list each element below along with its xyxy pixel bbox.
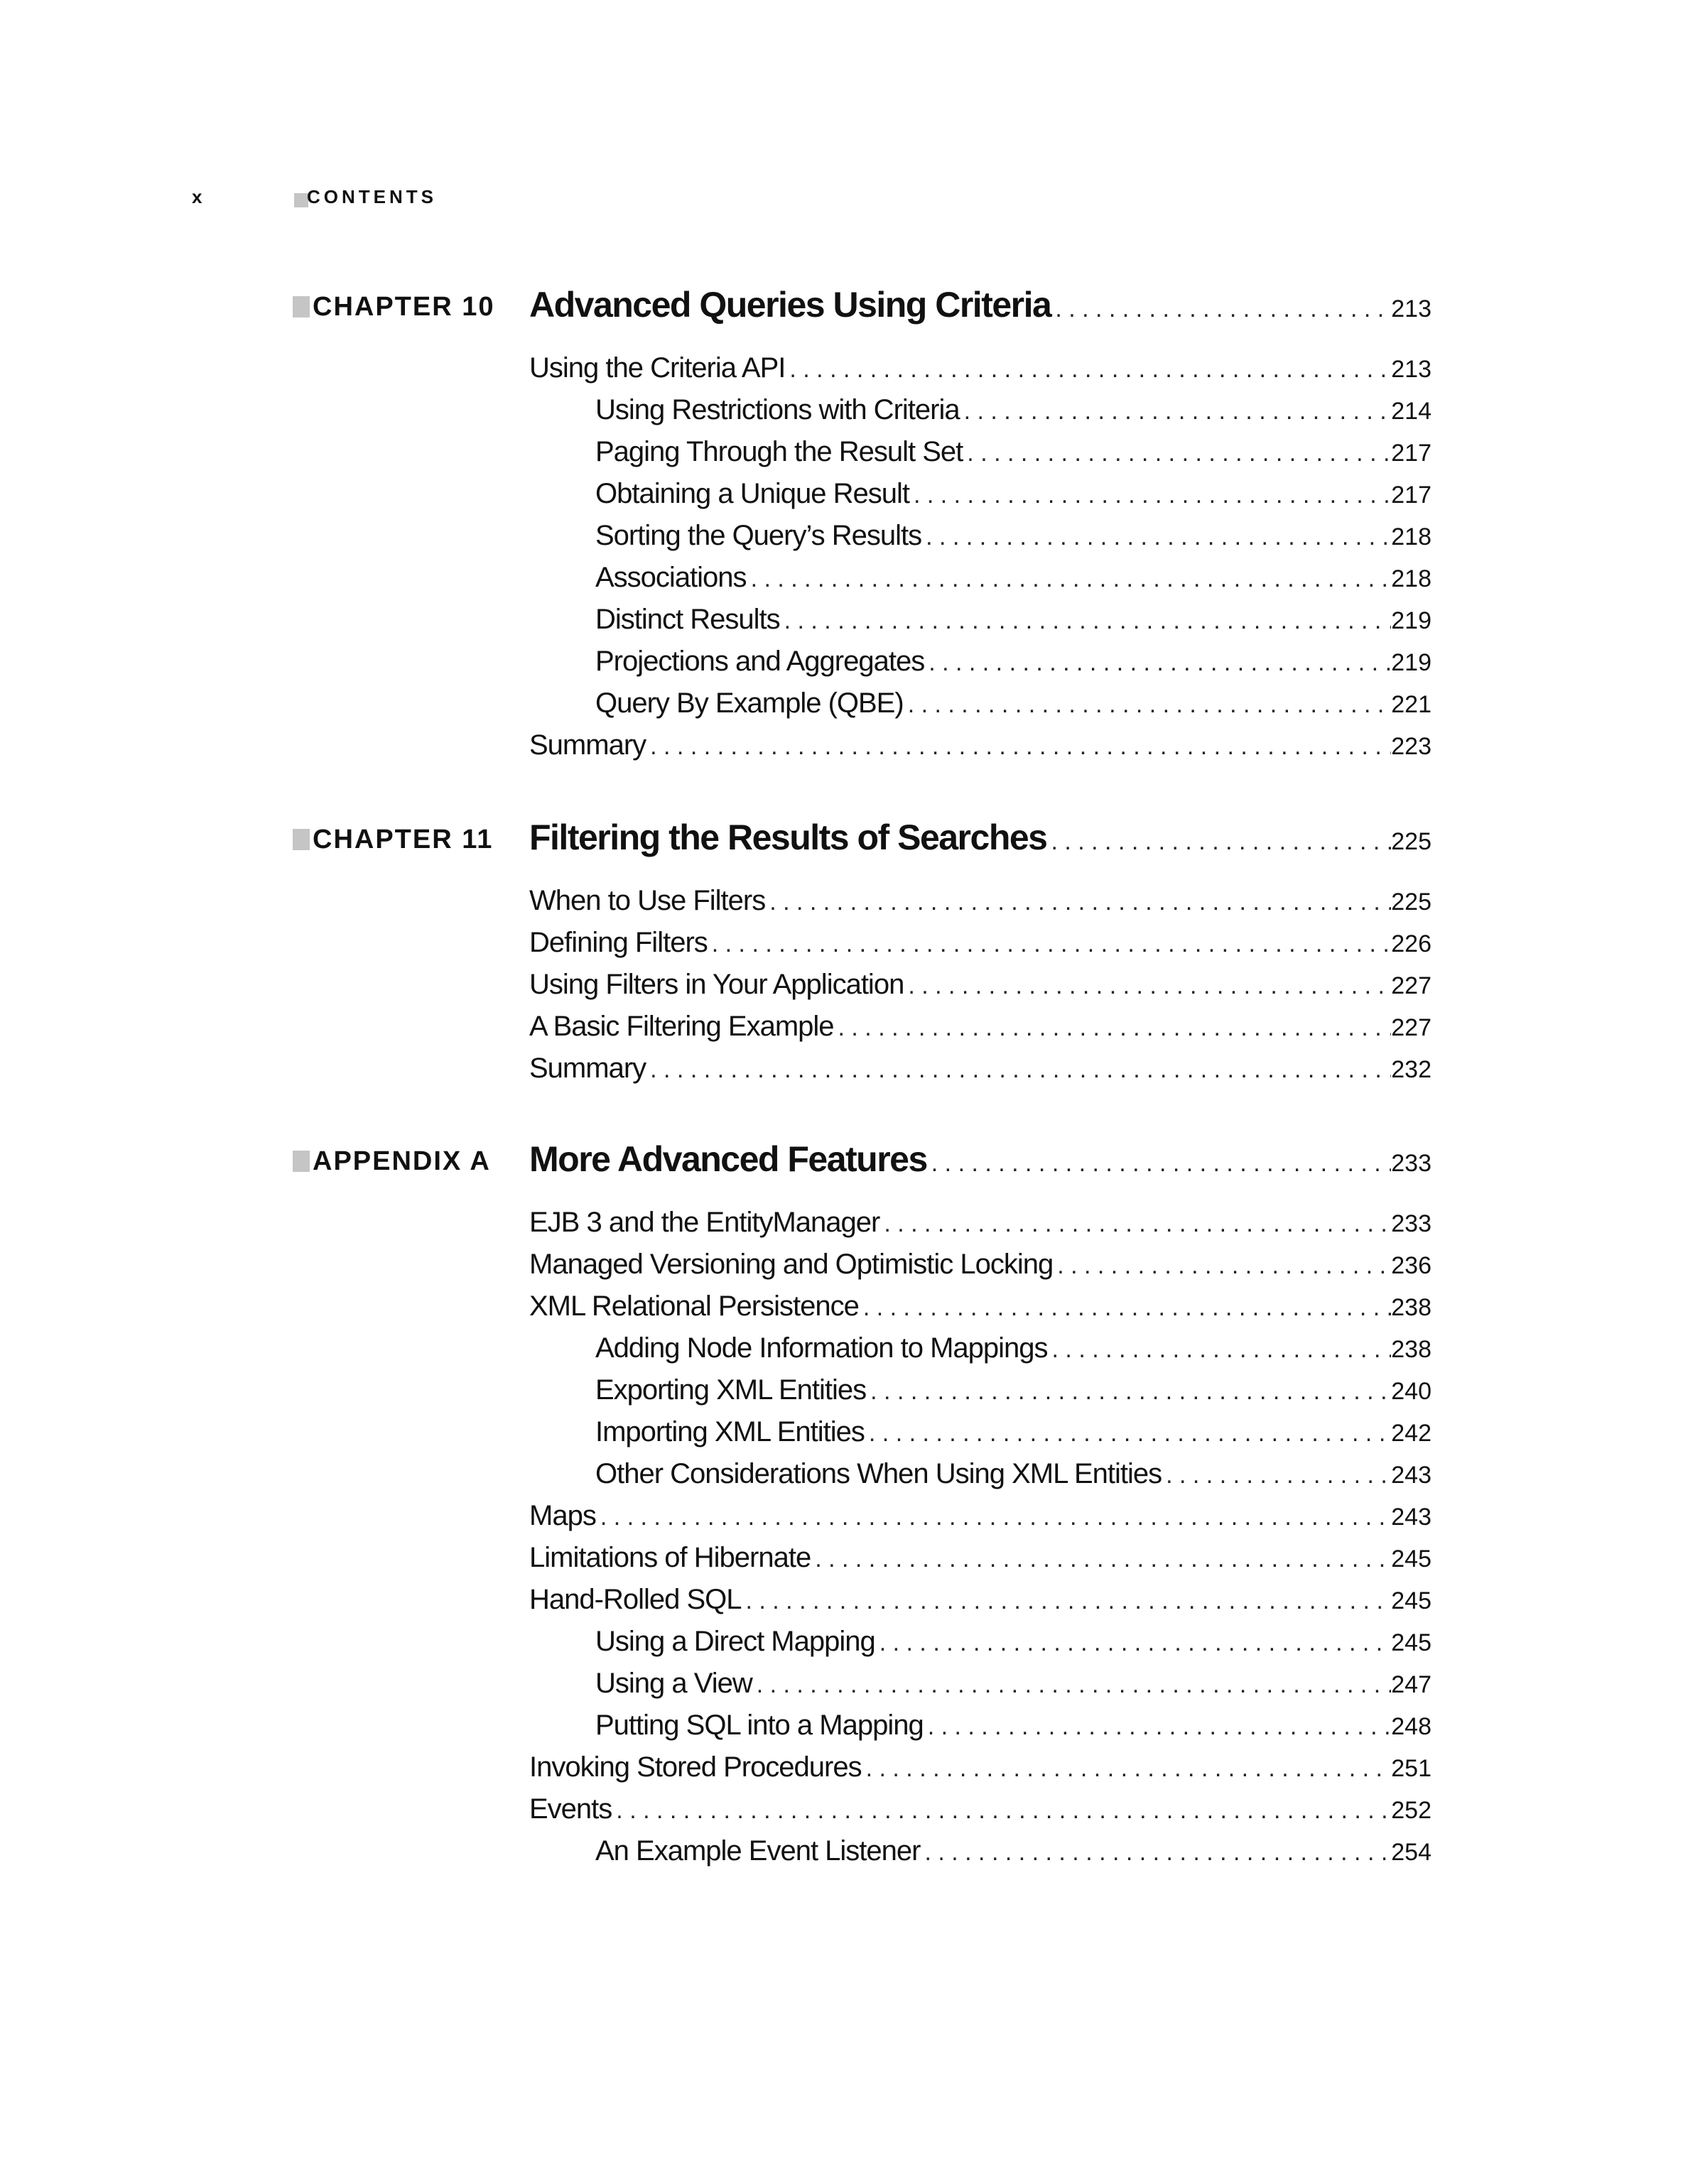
dot-leader (875, 1629, 1392, 1657)
toc-entry[interactable] (529, 729, 1431, 769)
toc-entry[interactable] (529, 1793, 1431, 1833)
entry-title: Importing XML Entities (595, 1416, 865, 1447)
toc-subentry[interactable] (595, 478, 1431, 518)
entry-page-number: 238 (1391, 1294, 1431, 1321)
entry-page-number: 218 (1391, 565, 1431, 592)
chapter-page-number: 213 (1391, 295, 1431, 322)
chapter-title: Filtering the Results of Searches (529, 817, 1047, 857)
dot-leader (1046, 828, 1391, 856)
dot-leader (646, 733, 1391, 761)
dot-leader (742, 1587, 1392, 1615)
entry-page-number: 227 (1391, 972, 1431, 999)
dot-leader (752, 1671, 1392, 1699)
chapter-title-entry[interactable] (529, 817, 1431, 862)
dot-leader (921, 523, 1391, 551)
section-marker (294, 193, 308, 207)
dot-leader (904, 691, 1392, 719)
entry-page-number: 218 (1391, 523, 1431, 550)
toc-subentry[interactable] (595, 1458, 1431, 1498)
entry-page-number: 245 (1391, 1545, 1431, 1572)
toc-subentry[interactable] (595, 604, 1431, 643)
chapter-page-number: 233 (1391, 1150, 1431, 1177)
chapter-title: Advanced Queries Using Criteria (529, 285, 1051, 325)
toc-entry[interactable] (529, 1500, 1431, 1540)
dot-leader (924, 1713, 1392, 1741)
toc-subentry[interactable] (595, 1332, 1431, 1372)
dot-leader (963, 440, 1391, 467)
dot-leader (960, 398, 1392, 425)
chapter-label (293, 817, 493, 862)
dot-leader (1051, 295, 1391, 323)
entry-page-number: 233 (1391, 1210, 1431, 1237)
entry-title: Invoking Stored Procedures (529, 1751, 862, 1783)
entry-title: When to Use Filters (529, 885, 766, 916)
toc-subentry[interactable] (595, 1710, 1431, 1749)
entry-page-number: 221 (1391, 691, 1431, 718)
entry-title: Projections and Aggregates (595, 646, 925, 677)
toc-subentry[interactable] (595, 1668, 1431, 1707)
dot-leader (862, 1755, 1392, 1783)
entry-title: Putting SQL into a Mapping (595, 1710, 924, 1741)
dot-leader (708, 930, 1392, 958)
entry-page-number: 245 (1391, 1629, 1431, 1656)
toc-subentry[interactable] (595, 520, 1431, 560)
dot-leader (785, 356, 1391, 384)
entry-title: Using Restrictions with Criteria (595, 394, 960, 425)
toc-subentry[interactable] (595, 1835, 1431, 1875)
chapter-number: CHAPTER 11 (313, 824, 494, 854)
dot-leader (765, 889, 1391, 916)
entry-title: Query By Example (QBE) (595, 688, 904, 719)
entry-title: Distinct Results (595, 604, 780, 635)
entry-page-number: 242 (1391, 1420, 1431, 1447)
toc-subentry[interactable] (595, 688, 1431, 727)
dot-leader (1048, 1336, 1392, 1364)
toc-entry[interactable] (529, 1751, 1431, 1791)
chapter-number: APPENDIX A (313, 1146, 491, 1176)
toc-subentry[interactable] (595, 1374, 1431, 1414)
toc-entry[interactable] (529, 1542, 1431, 1582)
dot-leader (927, 1150, 1391, 1178)
entry-title: Adding Node Information to Mappings (595, 1332, 1048, 1364)
entry-title: Defining Filters (529, 927, 708, 958)
toc-entry[interactable] (529, 1584, 1431, 1624)
entry-page-number: 251 (1391, 1755, 1431, 1782)
entry-page-number: 243 (1391, 1504, 1431, 1531)
entry-page-number: 225 (1391, 889, 1431, 916)
entry-page-number: 254 (1391, 1839, 1431, 1866)
dot-leader (612, 1797, 1391, 1825)
entry-page-number: 213 (1391, 356, 1431, 383)
entry-page-number: 223 (1391, 733, 1431, 760)
entry-page-number: 240 (1391, 1378, 1431, 1405)
toc-subentry[interactable] (595, 646, 1431, 685)
entry-title: Using the Criteria API (529, 352, 786, 384)
toc-entry[interactable] (529, 1207, 1431, 1246)
chapter-title-entry[interactable] (529, 284, 1431, 330)
entry-title: Obtaining a Unique Result (595, 478, 909, 509)
dot-leader (780, 607, 1392, 635)
dot-leader (866, 1378, 1391, 1406)
entry-page-number: 247 (1391, 1671, 1431, 1698)
toc-subentry[interactable] (595, 436, 1431, 476)
toc-entry[interactable] (529, 1291, 1431, 1330)
dot-leader (904, 972, 1391, 1000)
dot-leader (811, 1545, 1391, 1573)
toc-entry[interactable] (529, 885, 1431, 925)
toc-subentry[interactable] (595, 1626, 1431, 1666)
entry-page-number: 219 (1391, 649, 1431, 676)
dot-leader (879, 1210, 1391, 1238)
entry-page-number: 214 (1391, 398, 1431, 425)
entry-page-number: 232 (1391, 1056, 1431, 1083)
entry-title: Summary (529, 729, 646, 761)
entry-page-number: 243 (1391, 1462, 1431, 1489)
entry-title: Using a View (595, 1668, 752, 1699)
entry-title: Associations (595, 562, 747, 593)
entry-page-number: 245 (1391, 1587, 1431, 1614)
entry-title: Summary (529, 1053, 646, 1084)
dot-leader (865, 1420, 1391, 1447)
dot-leader (1053, 1252, 1391, 1280)
entry-title: Hand-Rolled SQL (529, 1584, 742, 1615)
dot-leader (747, 565, 1392, 593)
chapter-label (293, 284, 495, 330)
toc-entry[interactable] (529, 969, 1431, 1009)
entry-page-number: 217 (1391, 440, 1431, 467)
dot-leader (1162, 1462, 1391, 1489)
entry-title: Paging Through the Result Set (595, 436, 963, 467)
toc-subentry[interactable] (595, 562, 1431, 602)
toc-entry[interactable] (529, 1249, 1431, 1288)
entry-title: A Basic Filtering Example (529, 1011, 834, 1042)
entry-title: Managed Versioning and Optimistic Locking (529, 1249, 1054, 1280)
entry-title: Using a Direct Mapping (595, 1626, 875, 1657)
chapter-page-number: 225 (1391, 828, 1431, 855)
entry-title: Sorting the Query’s Results (595, 520, 922, 551)
dot-leader (646, 1056, 1391, 1084)
chapter-marker (293, 829, 310, 850)
entry-title: EJB 3 and the EntityManager (529, 1207, 880, 1238)
toc-entry[interactable] (529, 352, 1431, 392)
entry-page-number: 227 (1391, 1014, 1431, 1041)
chapter-number: CHAPTER 10 (313, 291, 495, 322)
toc-subentry[interactable] (595, 394, 1431, 434)
entry-title: Limitations of Hibernate (529, 1542, 811, 1573)
entry-title: Maps (529, 1500, 596, 1531)
entry-page-number: 238 (1391, 1336, 1431, 1363)
toc-entry[interactable] (529, 1053, 1431, 1092)
entry-title: Using Filters in Your Application (529, 969, 904, 1000)
running-head-label: CONTENTS (307, 186, 437, 207)
chapter-label (293, 1139, 491, 1184)
running-head (192, 186, 547, 214)
entry-page-number: 226 (1391, 930, 1431, 957)
chapter-marker (293, 1151, 310, 1172)
page-number: x (192, 186, 202, 207)
entry-title: Other Considerations When Using XML Entities (595, 1458, 1162, 1489)
chapter-title: More Advanced Features (529, 1139, 927, 1179)
dot-leader (834, 1014, 1392, 1042)
dot-leader (859, 1294, 1391, 1322)
entry-title: Exporting XML Entities (595, 1374, 867, 1406)
toc-entry[interactable] (529, 1011, 1431, 1050)
toc-entry[interactable] (529, 927, 1431, 967)
entry-page-number: 248 (1391, 1713, 1431, 1740)
toc-subentry[interactable] (595, 1416, 1431, 1456)
entry-title: An Example Event Listener (595, 1835, 921, 1867)
entry-page-number: 219 (1391, 607, 1431, 634)
chapter-marker (293, 296, 310, 317)
chapter-title-entry[interactable] (529, 1139, 1431, 1184)
dot-leader (909, 482, 1391, 509)
entry-page-number: 252 (1391, 1797, 1431, 1824)
entry-title: XML Relational Persistence (529, 1291, 859, 1322)
dot-leader (924, 649, 1391, 677)
entry-page-number: 217 (1391, 482, 1431, 509)
entry-title: Events (529, 1793, 612, 1825)
entry-page-number: 236 (1391, 1252, 1431, 1279)
dot-leader (596, 1504, 1391, 1531)
dot-leader (920, 1839, 1391, 1867)
